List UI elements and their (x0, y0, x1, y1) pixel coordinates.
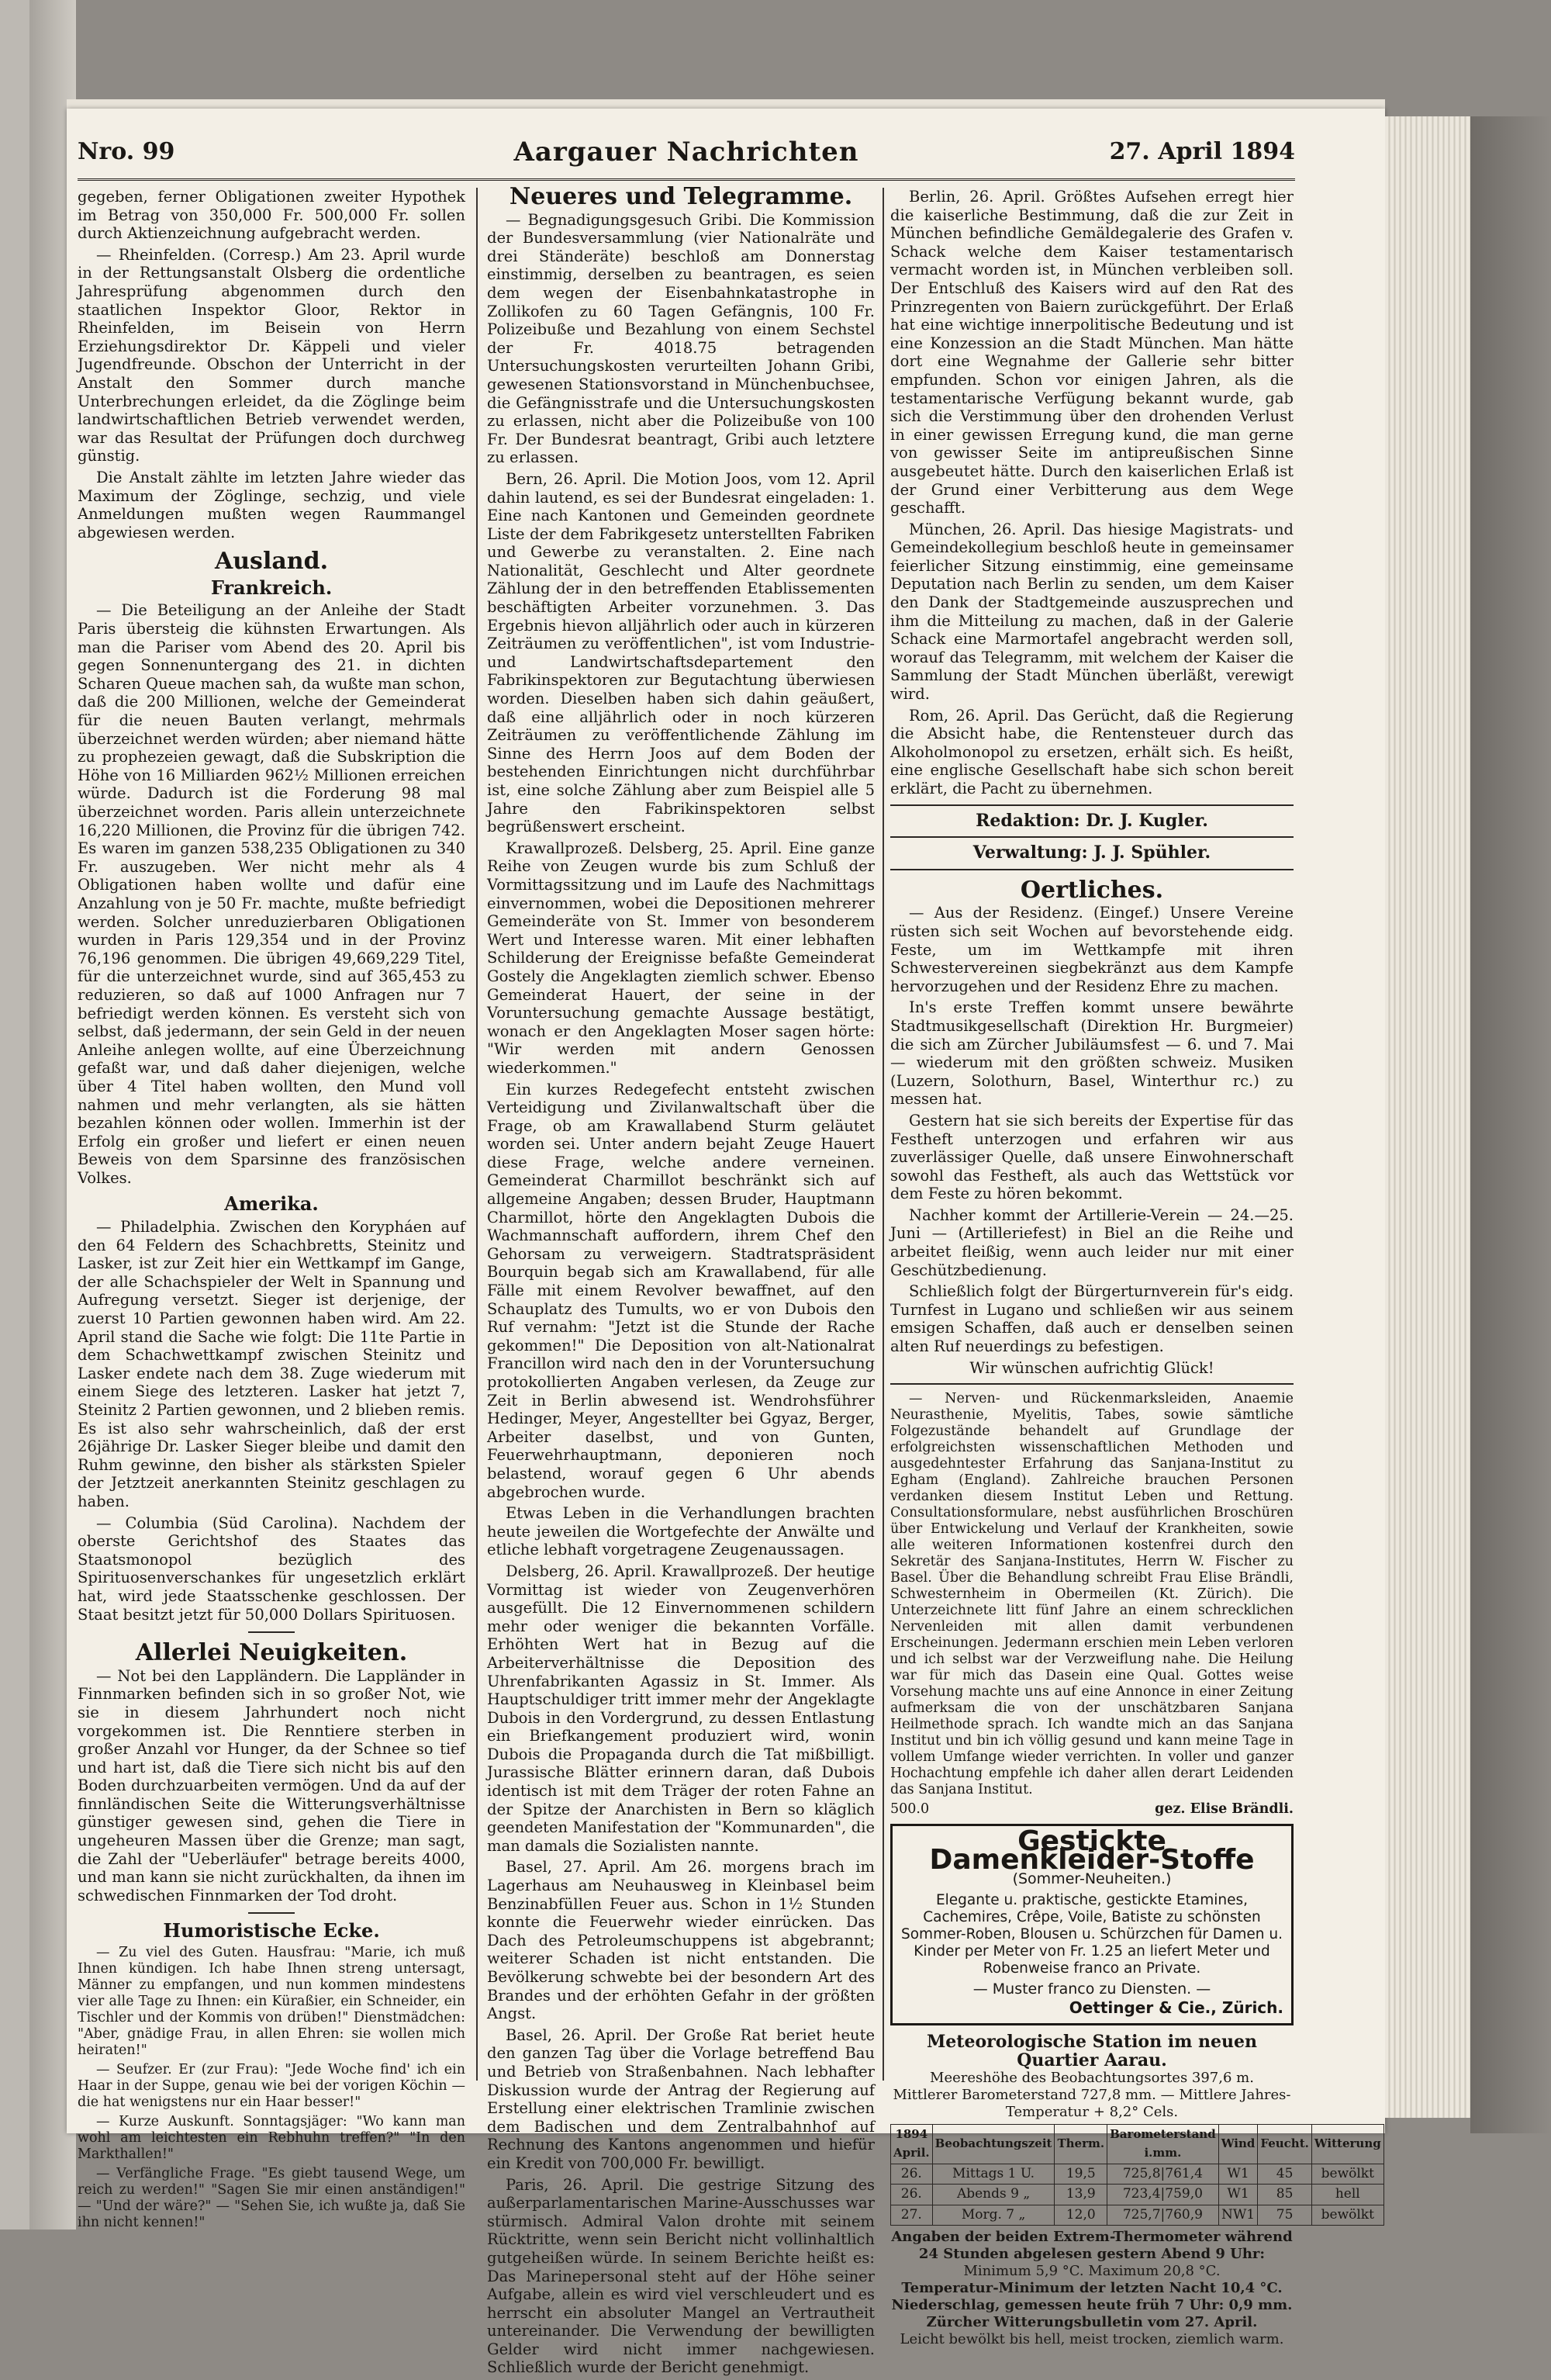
divider (248, 1631, 295, 1633)
scan-right-margin (1470, 116, 1551, 2133)
article-turnverein: Schließlich folgt der Bürgerturnverein für's eidg. Turnfest in Lugano und schließen wir aus seinem emsigen Schaffen, daß auch er denselben seinen alten Ruf neuerdings zu befestigen. (890, 1282, 1294, 1356)
article-rom: Rom, 26. April. Das Gerücht, daß die Regierung die Absicht habe, die Rentensteuer durch das Alkoholmonopol zu ersetzen, erhält sich. Es heißt, eine englische Gesellschaft habe sich schon bereit erklärt, die Pacht zu übernehmen. (890, 706, 1294, 797)
advert-damenkleider (890, 1824, 1294, 2025)
table-cell: Abends 9 „ (932, 2185, 1055, 2205)
meteo-bulletin: Zürcher Witterungsbulletin vom 27. April. (926, 2314, 1258, 2331)
table-row (891, 2164, 1384, 2185)
article-columbia: — Columbia (Süd Carolina). Nachdem der oberste Gerichtshof des Staates das Staatsmonopol bezüglich des Spirituosenverschankes für ungesetzlich erklärt hat, wird jede Staatsschenke geschlossen. Der Staat besitzt jetzt für 50,000 Dollars Spirituosen. (78, 1513, 465, 1624)
meteo-temp-min: Temperatur-Minimum der letzten Nacht 10,4 °C. (901, 2280, 1283, 2297)
divider (890, 804, 1294, 806)
table-cell: 725,7|760,9 (1107, 2205, 1219, 2226)
meteo-bulletin-text: Leicht bewölkt bis hell, meist trocken, ziemlich warm. (900, 2331, 1284, 2348)
meteo-extrem: Angaben der beiden Extrem-Thermometer während 24 Stunden abgelesen gestern Abend 9 Uhr: (891, 2229, 1293, 2263)
article-artillerie: Nachher kommt der Artillerie-Verein — 24.—25. Juni — (Artilleriefest) in Biel an die Reihe und arbeitet fleißig, wenn auch leider nur mit einer Geschützbedienung. (890, 1206, 1294, 1279)
article-krawall-4: Delsberg, 26. April. Krawallprozeß. Der heutige Vormittag ist wieder von Zeugenverhören ausgefüllt. Die 12 Einvernommenen schildern mehr oder weniger die bekannten Vorfälle. Erhöhten Wert hat in Bezug auf die Arbeiterverhältnisse die Deposition des Uhrenfabrikanten Agassiz in St. Immer. Als Hauptschuldiger tritt immer mehr der Angeklagte Dubois in den Vordergrund, zu dessen Entlastung ein Briefkangement produziert wird, wonin Dubois die Propaganda durch die Tat mißbilligt. Jurassische Blätter erinnern daran, daß Dubois identisch ist mit dem Träger der roten Fahne an der Spitze der Anarchisten in Bern so kläglich geendeten Manifestation der "Kommunarden", die man damals die Sozialisten nannte. (487, 1562, 875, 1855)
divider (248, 1912, 295, 1914)
article-lapplaender: — Not bei den Lappländern. Die Lappländer in Finnmarken befinden sich in so großer Not, wie sie in diesem Jahrhundert noch nicht vorgekommen ist. Die Renntiere sterben in großer Anzahl vor Hunger, da der Schnee so tief und hart ist, daß die Tiere sich nicht bis auf den Boden durchzuarbeiten vermögen. Und da auf der finnländischen Seite die Witterungsverhältnisse günstiger gewesen sind, gehen die Tiere in ungeheuren Massen über die Grenze; man sagt, die Zahl der "Ueberläufer" betrage bereits 4000, und man kann sie nicht zurückhalten, da ihnen im schwedischen Finnmarken der Tod droht. (78, 1666, 465, 1904)
meteo-col-date: 1894 April. (891, 2125, 933, 2164)
scan-left-margin (0, 0, 29, 2230)
table-cell: Morg. 7 „ (932, 2205, 1055, 2226)
meteo-col-baro: Barometerstand i.mm. (1107, 2125, 1219, 2164)
article-paris-marine: Paris, 26. April. Die gestrige Sitzung des außerparlamentarischen Marine-Ausschusses war stürmisch. Admiral Valon drohte mit seinem Rücktritte, wenn sein Bericht nicht vollinhaltlich gutgeheißen würde. In seinem Berichte heißt es: Das Marinepersonal steht auf der Höhe seiner Aufgabe, allein es wird viel verschleudert und es herrscht ein absoluter Mangel an Vertrautheit untereinander. Die Verwendung der bewilligten Gelder wird nicht immer nachgewiesen. Schließlich wurde der Bericht genehmigt. (487, 2175, 875, 2377)
article-expertise: Gestern hat sie sich bereits der Expertise für das Festheft unterzogen und erfahren wir aus zuverlässiger Quelle, daß unsere Einwohnerschaft sowohl das Festheft, als auch das Wettstück vor dem Feste zu hören bekommt. (890, 1111, 1294, 1203)
article-bern: Bern, 26. April. Die Motion Joos, vom 12. April dahin lautend, es sei der Bundesrat eingeladen: 1. Eine nach Kantonen und Gemeinden geordnete Liste der dem Fabrikgesetz unterstellten Fabriken und Gewerbe zu veranstalten. 2. Eine nach Nationalität, Geschlecht und Alter geordnete Zählung der in den betreffenden Etablissementen beschäftigten Arbeiter vorzunehmen. 3. Das Ergebnis hievon alljährlich oder auch in kürzeren Zeiträumen zu veröffentlichen", ist vom Industrie- und Landwirtschaftsdepartement den Fabrikinspektoren zur Begutachtung überwiesen worden. Dieselben haben sich dahin geäußert, daß eine alljährlich oder in noch kürzeren Zeiträumen zu veröffentlichende Zählung im Sinne des Herrn Joos auf dem Boden der bestehenden Einrichtungen nicht durchführbar ist, eine solche Zählung aber zum Beispiel alle 5 Jahre den Fabrikinspektoren selbst begrüßenswert erscheint. (487, 469, 875, 836)
humor-item: — Seufzer. Er (zur Frau): "Jede Woche find' ich ein Haar in der Suppe, genau wie bei der vorigen Köchin — die hat wenigstens nur ein Haar besser!" (78, 2062, 465, 2111)
table-cell: hell (1311, 2185, 1383, 2205)
column-rule-2 (883, 188, 884, 2081)
table-cell: W1 (1218, 2164, 1258, 2185)
masthead-title: Aargauer Nachrichten (513, 137, 859, 168)
article-muenchen: München, 26. April. Das hiesige Magistrats- und Gemeindekollegium beschloß heute in gemeinsamer feierlicher Sitzung einstimmig, eine gemeinsame Deputation nach Berlin zu senden, um dem Kaiser den Dank der Stadtgemeinde auszusprechen und ihm die Mitteilung zu machen, daß in der Galerie Schack eine Marmortafel angebracht werden soll, worauf das Telegramm, mit welchem der Kaiser die Sammlung der Stadt München überläßt, verewigt wird. (890, 520, 1294, 704)
humor-item: — Kurze Auskunft. Sonntagsjäger: "Wo kann man wohl am leichtesten ein Rebhuhn treffen?" "In den Markthallen!" (78, 2114, 465, 2163)
table-cell: bewölkt (1311, 2205, 1383, 2226)
advert-subtitle: (Sommer-Neuheiten.) (1012, 1870, 1172, 1888)
divider (890, 869, 1294, 870)
advert-signature: gez. Elise Brändli. (1155, 1801, 1294, 1818)
advert-firm: Oettinger & Cie., Zürich. (1069, 1998, 1283, 2017)
meteo-averages: Mittlerer Barometerstand 727,8 mm. — Mittlere Jahres-Temperatur + 8,2° Cels. (893, 2087, 1291, 2121)
article-stadtmusik: In's erste Treffen kommt unsere bewährte Stadtmusikgesellschaft (Direktion Hr. Burgmeier) die sich am Zürcher Jubiläumsfest — 6. und 7. Mai — wiederum mit den größten schweiz. Musiken (Luzern, Solothurn, Basel, Winterthur rc.) zu messen hat. (890, 998, 1294, 1109)
table-cell: 85 (1258, 2185, 1311, 2205)
intro-paragraph: gegeben, ferner Obligationen zweiter Hypothek im Betrag von 350,000 Fr. 500,000 Fr. sollen durch Aktienzeichnung aufgebracht werden. (78, 188, 465, 243)
divider (890, 1383, 1294, 1385)
divider (890, 836, 1294, 838)
article-basel-fire: Basel, 27. April. Am 26. morgens brach im Lagerhaus am Neuhausweg in Kleinbasel beim Benzinabfüllen Feuer aus. Schon in 1½ Stunden konnte die Feuerwehr wieder einrücken. Das Dach des Petroleumschuppens ist abgebrannt; weiterer Schaden ist nicht entstanden. Die Bevölkerung schwebte bei der besondern Art des Brandes und der erhöhten Gefahr in der größten Angst. (487, 1858, 875, 2023)
article-rheinfelden: — Rheinfelden. (Corresp.) Am 23. April wurde in der Rettungsanstalt Olsberg die ordentliche Jahresprüfung abgenommen durch den staatlichen Inspektor Gloor, Rektor in Rheinfelden, im Beisein von Herrn Erziehungsdirektor Dr. Käppeli und vieler Jugendfreunde. Obschon der Unterricht in der Anstalt den Sommer durch manche Unterbrechungen erleidet, da die Zöglinge beim landwirtschaftlichen Betrieb verwendet werden, war das Resultat der Prüfungen doch durchweg günstig. (78, 245, 465, 465)
subheading-frankreich: Frankreich. (210, 576, 333, 599)
table-row (891, 2205, 1384, 2226)
article-residenz: — Aus der Residenz. (Eingef.) Unsere Vereine rüsten sich seit Wochen auf bevorstehende eidg. Feste, um im Wettkampfe mit ihren Schwestervereinen siegbekränzt aus dem Kampfe hervorzugehen und der Residenz Ehre zu machen. (890, 904, 1294, 995)
closing-wish: Wir wünschen aufrichtig Glück! (969, 1358, 1214, 1377)
meteo-heading: Meteorologische Station im neuen Quartier Aarau. (926, 2032, 1258, 2070)
credit-redaktion: Redaktion: Dr. J. Kugler. (976, 810, 1208, 831)
advert-title: Gestickte Damenkleider-Stoffe (929, 1825, 1255, 1876)
article-basel-rat: Basel, 26. April. Der Große Rat beriet heute den ganzen Tag über die Vorlage betreffend Bau und Betrieb von Straßenbahnen. Nach lebhafter Diskussion wurde der Antrag der Regierung auf Erstellung einer elektrischen Tramlinie zwischen dem Badischen und dem Zentralbahnhof auf Rechnung des Kantons angenommen und hiefür ein Kredit von 700,000 Fr. bewilligt. (487, 2025, 875, 2172)
humor-item: — Verfängliche Frage. "Es giebt tausend Wege, um reich zu werden!" "Sagen Sie mir einen anständigen!" — "Und der wäre?" — "Sehen Sie, ich wußte ja, daß Sie ihn nicht kennen!" (78, 2166, 465, 2231)
column-1 (78, 188, 465, 2234)
table-cell: 725,8|761,4 (1107, 2164, 1219, 2185)
meteo-col-time: Beobachtungszeit (932, 2125, 1055, 2164)
table-cell: 45 (1258, 2164, 1311, 2185)
section-heading-allerlei: Allerlei Neuigkeiten. (135, 1639, 408, 1667)
column-rule-1 (476, 188, 478, 2081)
column-2 (487, 183, 875, 2380)
page-header (78, 132, 1295, 181)
article-krawall-1: Krawallprozeß. Delsberg, 25. April. Eine ganze Reihe von Zeugen wurde bis zum Schluß der Vormittagssitzung und im Laufe des Nachmittags einvernommen, wobei die Depositionen mehrerer Gemeinderäte von St. Immer von besonderem Wert und Interesse waren. Mit einer lebhaften Schilderung der Ereignisse befaßte Gemeinderat Gostely die Angeklagten ziemlich schwer. Ebenso Gemeinderat Hauert, der seine in der Voruntersuchung gemachte Aussage bestätigt, wonach er den Angeklagten Moser sagen hörte: "Wir werden mit andern Genossen wiederkommen." (487, 839, 875, 1077)
advert-sanjana-footer (890, 1801, 1294, 1818)
section-heading-telegramme: Neueres und Telegramme. (509, 183, 853, 210)
meteo-niederschlag: Niederschlag, gemessen heute früh 7 Uhr: 0,9 mm. (891, 2297, 1293, 2314)
meteo-col-therm: Therm. (1055, 2125, 1107, 2164)
issue-date: 27. April 1894 (1109, 138, 1295, 165)
article-krawall-2: Ein kurzes Redegefecht entsteht zwischen Verteidigung und Zivilanwaltschaft über die Frage, ob am Krawallabend Sturm geläutet worden sei. Unter andern bejaht Zeuge Hauert diese Frage, welche andere verneinen. Gemeinderat Charmillot beschränkt sich auf allgemeine Angaben; dessen Bruder, Hauptmann Charmillot, hörte den Angeklagten Dubois die Wachmannschaft auffordern, ihrem Chef den Gehorsam zu verweigern. Stadtratspräsident Bourquin begab sich am Krawallabend, für alle Fälle mit einem Revolver bewaffnet, auf den Schauplatz des Tumults, wo er von Dubois den Ruf vernahm: "Jetzt ist die Stunde der Rache gekommen!" Die Deposition von alt-Nationalrat Francillon wird nach den in der Voruntersuchung protokollierten Angaben verlesen, da Zeuge zur Zeit in Berlin abwesend ist. Wendrohsführer Hedinger, Meyer, Angestellter bei Ggyaz, Berger, Arbeiter daselbst, und von Gunten, Feuerwehrhauptmann, deponieren noch belastend, worauf gegen 6 Uhr abends abgebrochen wurde. (487, 1080, 875, 1501)
advert-muster: — Muster franco zu Diensten. — (972, 1980, 1211, 1998)
table-cell: 26. (891, 2164, 933, 2185)
meteo-col-wind: Wind (1218, 2125, 1258, 2164)
article-philadelphia: — Philadelphia. Zwischen den Korypháen auf den 64 Feldern des Schachbretts, Steinitz und Lasker, ist zur Zeit hier ein Wettkampf im Gange, der alle Schachspieler der Welt in Spannung und Aufregung versetzt. Sieger ist derjenige, der zuerst 10 Partien gewonnen haben wird. Am 22. April stand die Sache wie folgt: Die 11te Partie in dem Schachwettkampf zwischen Steinitz und Lasker endete nach dem 38. Zuge wiederum mit einem Siege des letzteren. Lasker hat jetzt 7, Steinitz 2 Partien gewonnen, und 2 blieben remis. Es ist also sehr wahrscheinlich, daß der erst 26jährige Dr. Lasker Sieger bleibe und damit den Ruhm gewinne, den bisher als stärksten Spieler der Jetztzeit anerkannten Steinitz geschlagen zu haben. (78, 1218, 465, 1510)
advert-number: 500.0 (890, 1801, 930, 1818)
meteo-table (890, 2124, 1384, 2226)
table-cell: 19,5 (1055, 2164, 1107, 2185)
article-berlin: Berlin, 26. April. Größtes Aufsehen erregt hier die kaiserliche Bestimmung, daß die zur Zeit in München befindliche Gemäldegalerie des Grafen v. Schack welche dem Kaiser testamentarisch vermacht worden ist, in München verbleiben soll. Der Entschluß des Kaisers wird auf den Rat des Prinzregenten von Baiern zurückgeführt. Der Erlaß hat eine wichtige innerpolitische Bedeutung und ist eine Konzession an die Stadt München. Man hätte dort eine Wegnahme der Gallerie sehr bitter empfunden. Schon vor einigen Jahren, als die testamentarische Verfügung bekannt wurde, gab sich die Verstimmung über den drohenden Verlust in einer gewissen Erregung kund, die man gerne von gewisser Seite im antipreußischen Sinne ausgebeutet hätte. Durch den kaiserlichen Erlaß ist der Grund einer Verbitterung aus dem Wege geschafft. (890, 188, 1294, 517)
table-cell: 26. (891, 2185, 933, 2205)
advert-sanjana: — Nerven- und Rückenmarksleiden, Anaemie Neurasthenie, Myelitis, Tabes, sowie sämtliche Folgezustände behandelt auf Grundlage der erfolgreichsten wissenschaftlichen Methoden und ausgedehntester Erfahrung das Sanjana-Institut zu Egham (England). Zahlreiche brauchen Personen verdanken diesem Institut Leben und Rettung. Consultationsformulare, nebst ausführlichen Broschüren über Entwickelung und Verlauf der Krankheiten, sowie alle weiteren Informationen kostenfrei durch den Sekretär des Sanjana-Institutes, Herrn W. Fischer zu Basel. Über die Behandlung schreibt Frau Elise Brändli, Schwesternheim in Obermeilen (Kt. Zürich). Die Unterzeichnete litt fünf Jahre an einem schrecklichen Nervenleiden mit allen damit verbundenen Erscheinungen. Jedermann erschien mein Leben verloren und ich selbst war der Verzweiflung nahe. Die Heilung war für mich das Dasein eine Qual. Gottes weise Vorsehung machte uns auf eine Annonce in einer Zeitung aufmerksam die von der unschätzbaren Sanjana Heilmethode sprach. Ich wandte mich an das Sanjana Institut und bin ich völlig gesund und kann meine Tage in vollem Umfange wieder verrichten. In voller und ganzer Hochachtung empfehle ich daher allen derart Leidenden das Sanjana Institut. (890, 1391, 1294, 1798)
meteo-minmax: Minimum 5,9 °C. Maximum 20,8 °C. (963, 2263, 1221, 2280)
table-cell: 723,4|759,0 (1107, 2185, 1219, 2205)
meteo-table-header (891, 2125, 1384, 2164)
table-cell: 75 (1258, 2205, 1311, 2226)
section-heading-humor: Humoristische Ecke. (163, 1919, 380, 1942)
issue-number: Nro. 99 (78, 138, 175, 165)
article-anstalt: Die Anstalt zählte im letzten Jahre wieder das Maximum der Zöglinge, sechzig, und viele Anmeldungen mußten wegen Raummangel abgewiesen werden. (78, 468, 465, 541)
meteo-col-weather: Witterung (1311, 2125, 1383, 2164)
subheading-amerika: Amerika. (224, 1192, 319, 1216)
article-krawall-3: Etwas Leben in die Verhandlungen brachten heute jeweilen die Wortgefechte der Anwälte und etliche lebhaft vorgetragene Zeugenaussagen. (487, 1504, 875, 1559)
humor-item: — Zu viel des Guten. Hausfrau: "Marie, ich muß Ihnen kündigen. Ich habe Ihnen streng untersagt, Männer zu empfangen, und nun kommen mindestens vier alle Tage zu Ihnen: ein Küraßier, ein Schneider, ein Tischler und der Kommis von drüben!" Dienstmädchen: "Aber, gnädige Frau, in allen Ehren: sie wollen mich heiraten!" (78, 1945, 465, 2059)
table-cell: 27. (891, 2205, 933, 2226)
column-3 (890, 188, 1381, 2348)
page-stack-edge (1385, 116, 1470, 2118)
table-cell: W1 (1218, 2185, 1258, 2205)
table-cell: NW1 (1218, 2205, 1258, 2226)
advert-body: Elegante u. praktische, gestickte Etamines, Cachemires, Crêpe, Voile, Batiste zu schönsten Sommer-Roben, Blousen u. Schürzchen für Damen u. Kinder per Meter von Fr. 1.25 an liefert Meter und Robenweise franco an Private. (900, 1892, 1283, 1977)
table-cell: 12,0 (1055, 2205, 1107, 2226)
table-cell: bewölkt (1311, 2164, 1383, 2185)
table-cell: Mittags 1 U. (932, 2164, 1055, 2185)
meteo-altitude: Meereshöhe des Beobachtungsortes 397,6 m. (930, 2070, 1254, 2087)
section-heading-oertliches: Oertliches. (1020, 876, 1164, 904)
credit-verwaltung: Verwaltung: J. J. Spühler. (972, 842, 1211, 863)
table-row (891, 2185, 1384, 2205)
section-heading-ausland: Ausland. (214, 548, 329, 576)
table-cell: 13,9 (1055, 2185, 1107, 2205)
article-paris-anleihe: — Die Beteiligung an der Anleihe der Stadt Paris übersteig die kühnsten Erwartungen. Als man die Pariser vom Abend des 20. April bis gegen Sonnenuntergang des 21. in dichten Scharen Queue machen sah, da wußte man schon, daß die 200 Millionen, welche der Gemeinderat für die neuen Bauten verlangt, mehrmals überzeichnet werden würden; aber niemand hätte zu prophezeien gewagt, daß die Subskription die Höhe von 16 Milliarden 962½ Millionen erreichen würde. Dadurch ist die Forderung 98 mal überzeichnet worden. Paris allein unterzeichnete 16,220 Millionen, die Provinz für die übrigen 742. Es waren im ganzen 538,235 Obligationen zu 340 Fr. auszugeben. Wer nicht mehr als 4 Obligationen haben wollte und dafür eine Anzahlung von je 50 Fr. machte, mußte befriedigt werden. Solcher unreduzierbaren Obligationen wurden in Paris 129,354 und in der Provinz 76,196 genommen. Die übrigen 49,669,229 Titel, für die unterzeichnet wurde, sind auf 365,453 zu reduzieren, so daß auf 1000 Anfragen nur 7 befriedigt werden können. Es versteht sich von selbst, daß jedermann, der sein Geld in der neuen Anleihe anlegen wollte, auf eine Überzeichnung gefaßt war, und daß daher diejenigen, welche über 4 Titel haben wollten, den Mund voll nahmen und mehr verlangten, als sie hätten bezahlen können oder wollen. Immerhin ist der Erfolg ein großer und liefert er einen neuen Beweis von dem Sparsinne des französischen Volkes. (78, 601, 465, 1187)
article-gribi: — Begnadigungsgesuch Gribi. Die Kommission der Bundesversammlung (vier Nationalräte und drei Ständeräte) beschloß am Donnerstag einstimmig, derselben zu beantragen, es seien dem wegen der Eisenbahnkatastrophe in Zollikofen zu 60 Tagen Gefängnis, 100 Fr. Polizeibuße und Bezahlung von einem Sechstel der Fr. 4018.75 betragenden Untersuchungskosten verurteilten Johann Gribi, gewesenen Stationsvorstand in Münchenbuchsee, die Gefängnisstrafe und die Untersuchungskosten zu erlassen, nicht aber die Polizeibuße von 100 Fr. Der Bundesrat beantragt, Gribi auch letztere zu erlassen. (487, 210, 875, 467)
meteo-col-humidity: Feucht. (1258, 2125, 1311, 2164)
